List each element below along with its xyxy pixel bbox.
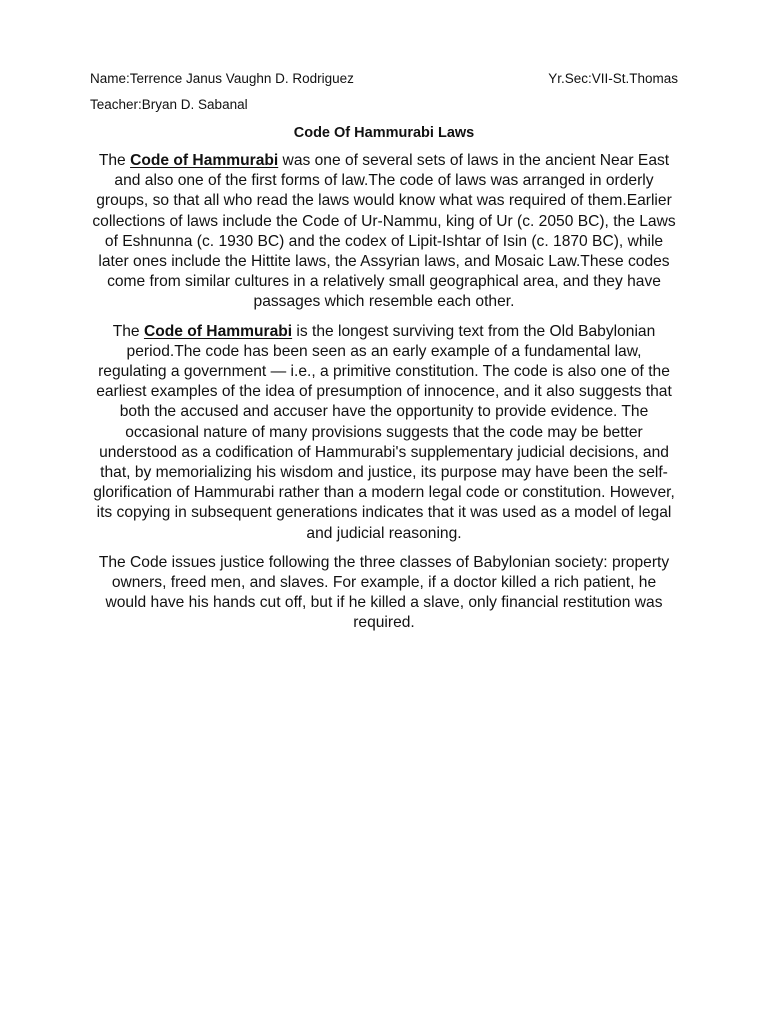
paragraph-intro — [92, 151, 676, 313]
paragraph-lead: The — [98, 152, 131, 169]
hammurabi-term: Code of Hammurabi — [143, 322, 293, 340]
year-section: Yr.Sec:VII-St.Thomas — [548, 71, 678, 86]
teacher-name: Teacher:Bryan D. Sabanal — [90, 97, 248, 112]
paragraph-text: is the longest surviving text from the Old Babylonian period.The code has been seen as an early example of a fundamental law, regulating a government — i.e., a primitive constitution. The code is also one of the earliest examples of the idea of presumption of innocence, and it also suggests that both the accused and accuser have the opportunity to provide evidence. The occasional nature of many provisions suggests that the code may be better understood as a codification of Hammurabi's supplementary judicial decisions, and that, by memorializing his wisdom and justice, its purpose may have been the self-glorification of Hammurabi rather than a modern legal code or constitution. However, its copying in subsequent generations indicates that it was used as a model of legal and judicial reasoning. — [93, 322, 675, 542]
student-name: Name:Terrence Janus Vaughn D. Rodriguez — [90, 71, 354, 86]
paragraph-text: was one of several sets of laws in the ancient Near East and also one of the first forms of law.The code of laws was arranged in orderly groups, so that all who read the laws would know what was required of them.Earlier collections of laws include the Code of Ur-Nammu, king of Ur (c. 2050 BC), the Laws of Eshnunna (c. 1930 BC) and the codex of Lipit-Ishtar of Isin (c. 1870 BC), while later ones include the Hittite laws, the Assyrian laws, and Mosaic Law.These codes come from similar cultures in a relatively small geographical area, and they have passages which resemble each other. — [92, 152, 676, 311]
hammurabi-term: Code of Hammurabi — [130, 152, 279, 169]
document-body — [92, 151, 676, 643]
header-row — [90, 70, 678, 88]
paragraph-classes: The Code issues justice following the three classes of Babylonian society: property owners, freed men, and slaves. For example, if a doctor killed a rich patient, he would have his hands cut off, but if he killed a slave, only financial restitution was required. — [98, 553, 670, 632]
document-title: Code Of Hammurabi Laws — [293, 125, 475, 141]
paragraph-lead: The — [112, 322, 144, 340]
paragraph-significance — [92, 322, 676, 544]
